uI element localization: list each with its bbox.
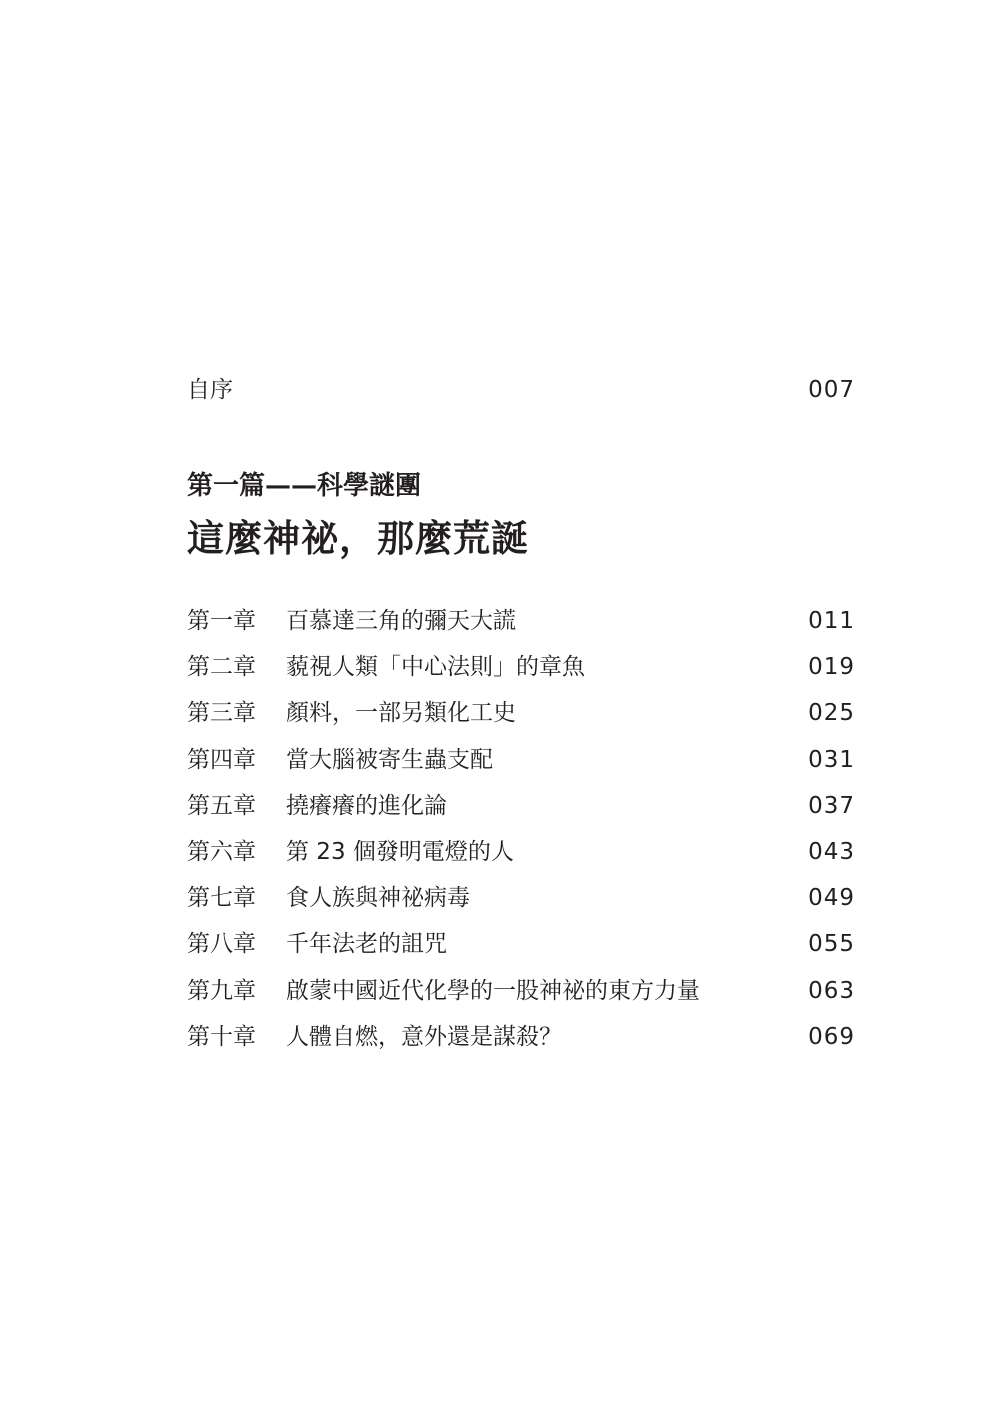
- preface-page-number: 007: [808, 377, 855, 403]
- chapter-title: 千年法老的詛咒: [286, 931, 447, 957]
- chapter-page-number: 049: [808, 885, 855, 911]
- chapter-title: 當大腦被寄生蟲支配: [286, 747, 493, 773]
- chapter-label: 第八章: [187, 931, 256, 957]
- chapter-label: 第四章: [187, 747, 256, 773]
- chapter-page-number: 063: [808, 978, 855, 1004]
- toc-entry-chapter-3[interactable]: [187, 696, 855, 730]
- chapter-title: 第 23 個發明電燈的人: [286, 839, 514, 865]
- chapter-page-number: 069: [808, 1024, 855, 1050]
- toc-entry-chapter-4[interactable]: [187, 743, 855, 777]
- chapter-label: 第二章: [187, 654, 256, 680]
- chapter-label: 第六章: [187, 839, 256, 865]
- chapter-page-number: 011: [808, 608, 855, 634]
- chapter-page-number: 025: [808, 700, 855, 726]
- chapter-page-number: 043: [808, 839, 855, 865]
- chapter-title: 啟蒙中國近代化學的一股神祕的東方力量: [286, 978, 700, 1004]
- part-heading: 第一篇——科學謎團: [187, 471, 422, 501]
- chapter-page-number: 037: [808, 793, 855, 819]
- chapter-title: 人體自燃，意外還是謀殺？: [286, 1024, 562, 1050]
- toc-entry-chapter-9[interactable]: [187, 974, 855, 1008]
- part-title: 這麼神祕，那麼荒誕: [187, 516, 529, 560]
- toc-entry-chapter-10[interactable]: [187, 1020, 855, 1054]
- chapter-label: 第九章: [187, 978, 256, 1004]
- chapter-label: 第七章: [187, 885, 256, 911]
- chapter-label: 第十章: [187, 1024, 256, 1050]
- chapter-title: 百慕達三角的彌天大謊: [286, 608, 516, 634]
- chapter-title: 藐視人類「中心法則」的章魚: [286, 654, 585, 680]
- toc-entry-chapter-2[interactable]: [187, 650, 855, 684]
- chapter-label: 第三章: [187, 700, 256, 726]
- chapter-page-number: 055: [808, 931, 855, 957]
- chapter-page-number: 019: [808, 654, 855, 680]
- toc-entry-chapter-7[interactable]: [187, 881, 855, 915]
- chapter-label: 第一章: [187, 608, 256, 634]
- toc-entry-chapter-1[interactable]: [187, 604, 855, 638]
- chapter-label: 第五章: [187, 793, 256, 819]
- chapter-title: 顏料，一部另類化工史: [286, 700, 516, 726]
- preface-title: 自序: [187, 377, 233, 403]
- chapter-title: 食人族與神祕病毒: [286, 885, 470, 911]
- toc-entry-chapter-8[interactable]: [187, 927, 855, 961]
- toc-entry-chapter-6[interactable]: [187, 835, 855, 869]
- toc-entry-chapter-5[interactable]: [187, 789, 855, 823]
- toc-entry-preface[interactable]: [187, 373, 855, 407]
- chapter-page-number: 031: [808, 747, 855, 773]
- chapter-title: 撓癢癢的進化論: [286, 793, 447, 819]
